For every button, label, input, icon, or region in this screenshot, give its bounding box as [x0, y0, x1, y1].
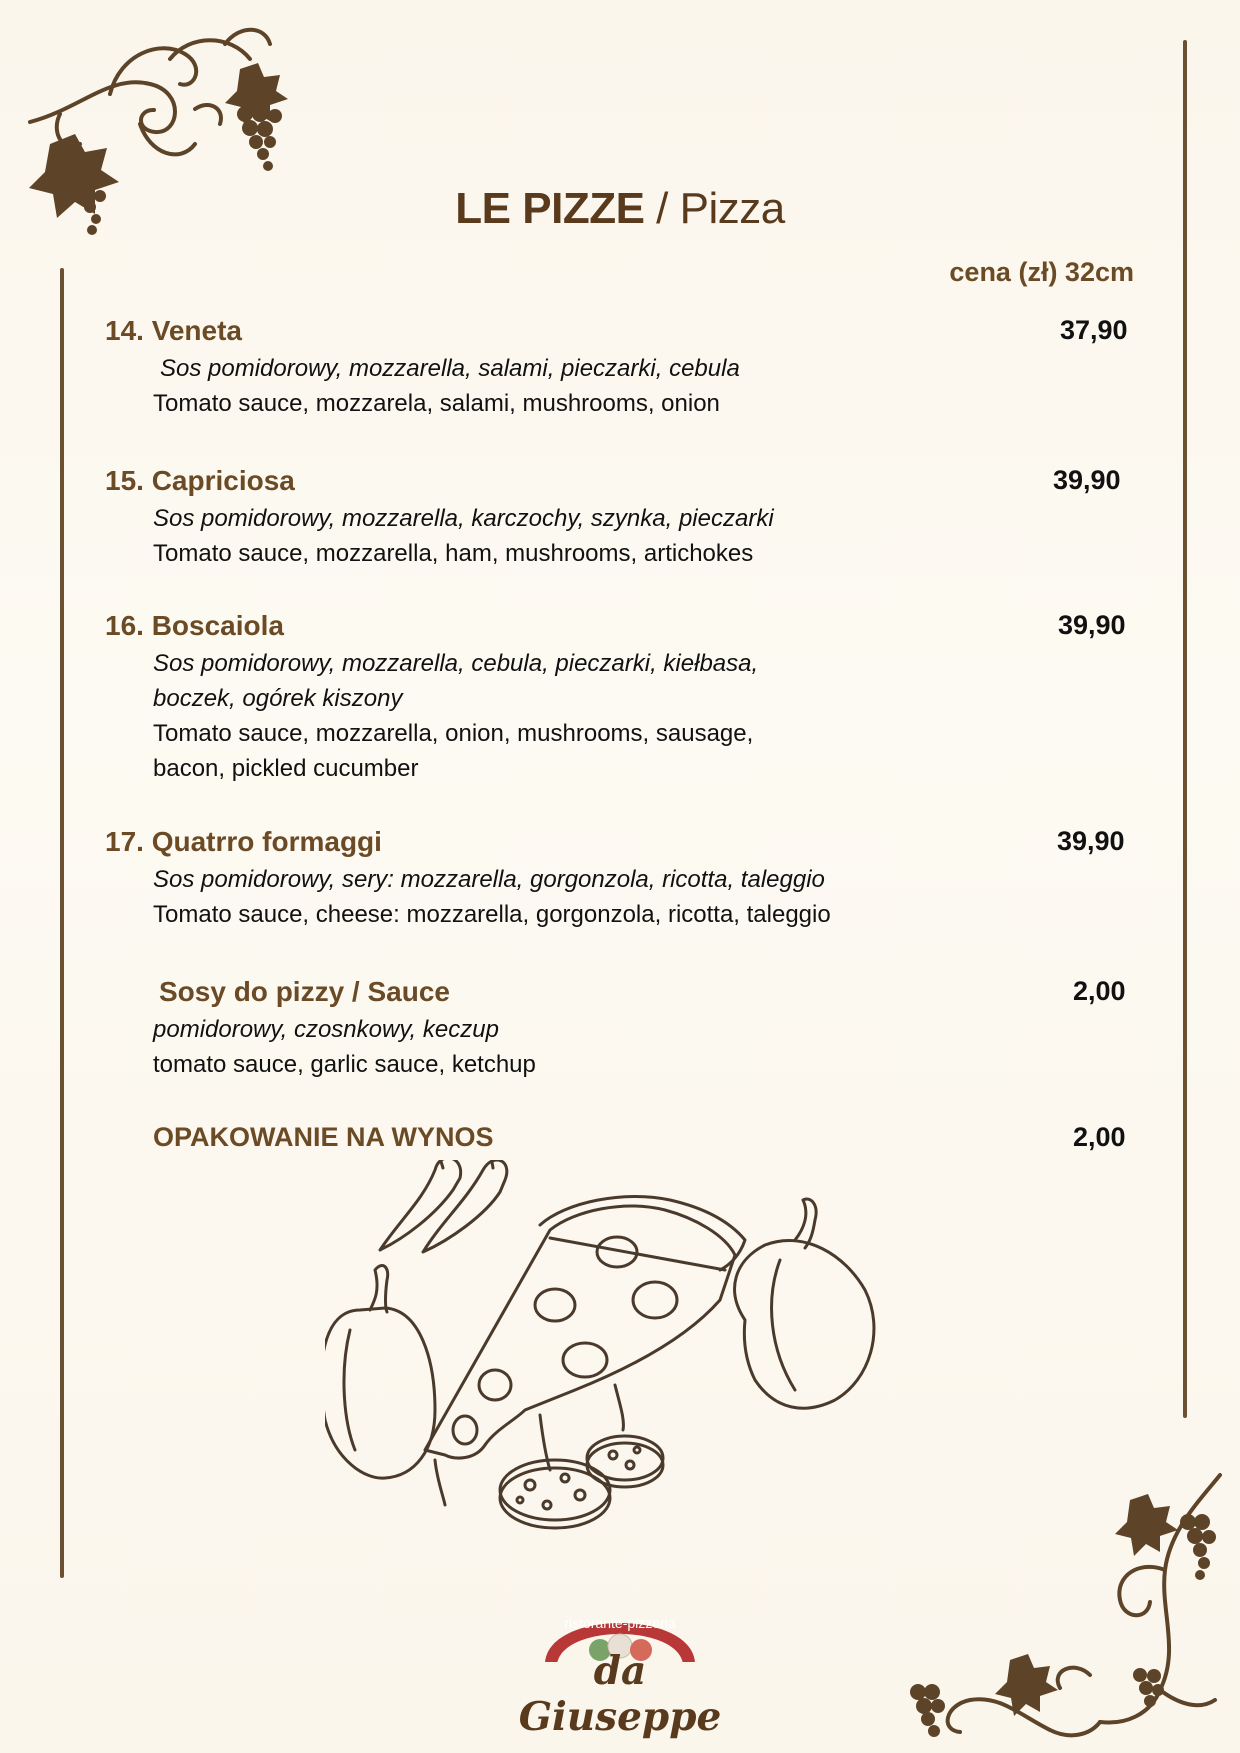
page-title-sub: / Pizza	[656, 184, 785, 233]
restaurant-logo	[495, 1590, 745, 1740]
item-description-en: tomato sauce, garlic sauce, ketchup	[153, 1051, 536, 1078]
item-description-pl: pomidorowy, czosnkowy, keczup	[153, 1016, 499, 1043]
item-price: 39,90	[1053, 465, 1121, 495]
menu-item	[105, 315, 1135, 421]
item-description-en-line-2: bacon, pickled cucumber	[153, 755, 419, 782]
logo-name: da Giuseppe	[518, 1648, 722, 1740]
menu-item	[105, 465, 1135, 571]
page-title	[0, 184, 1240, 234]
item-description-en: Tomato sauce, mozzarella, onion, mushrooms, sausage,	[153, 720, 754, 747]
item-name: 14. Veneta	[105, 315, 242, 346]
menu-item	[105, 826, 1135, 932]
item-description-pl: Sos pomidorowy, sery: mozzarella, gorgonzola, ricotta, taleggio	[153, 866, 825, 893]
right-border-line	[1183, 40, 1187, 1418]
chili-pepper-icon	[380, 1160, 507, 1252]
item-price: 39,90	[1057, 826, 1125, 856]
pizza-slice-icon	[425, 1196, 745, 1505]
item-name: 17. Quatrro formaggi	[105, 826, 382, 857]
page-title-main: LE PIZZE	[455, 184, 645, 233]
item-name: 16. Boscaiola	[105, 610, 284, 641]
item-price: 2,00	[1073, 976, 1126, 1006]
item-description-en: Tomato sauce, cheese: mozzarella, gorgonzola, ricotta, taleggio	[153, 901, 831, 928]
item-price: 37,90	[1060, 315, 1128, 345]
price-column-header: cena (zł) 32cm	[949, 257, 1134, 287]
item-description-pl: Sos pomidorowy, mozzarella, cebula, pieczarki, kiełbasa,	[153, 650, 759, 677]
salami-slice-icon	[500, 1436, 663, 1528]
bell-pepper-icon	[325, 1265, 435, 1478]
item-name: 15. Capriciosa	[105, 465, 295, 496]
menu-item	[105, 610, 1135, 786]
menu-item	[105, 976, 1135, 1082]
item-description-en: Tomato sauce, mozzarela, salami, mushrooms, onion	[153, 390, 720, 417]
item-name: OPAKOWANIE NA WYNOS	[153, 1122, 494, 1152]
menu-item	[105, 1122, 1135, 1158]
item-description-pl: Sos pomidorowy, mozzarella, karczochy, szynka, pieczarki	[153, 505, 774, 532]
left-border-line	[60, 268, 64, 1578]
bell-pepper-icon	[735, 1199, 874, 1408]
item-name: Sosy do pizzy / Sauce	[159, 976, 450, 1007]
vine-ornament-icon	[900, 1460, 1230, 1745]
item-description-pl-line-2: boczek, ogórek kiszony	[153, 685, 403, 712]
pizza-illustration	[325, 1160, 935, 1560]
item-price: 39,90	[1058, 610, 1126, 640]
item-price: 2,00	[1073, 1122, 1126, 1152]
item-description-en: Tomato sauce, mozzarella, ham, mushrooms, artichokes	[153, 540, 754, 567]
logo-arc-text: ristorante-pizzeria	[564, 1615, 676, 1631]
item-description-pl: Sos pomidorowy, mozzarella, salami, pieczarki, cebula	[160, 355, 740, 382]
